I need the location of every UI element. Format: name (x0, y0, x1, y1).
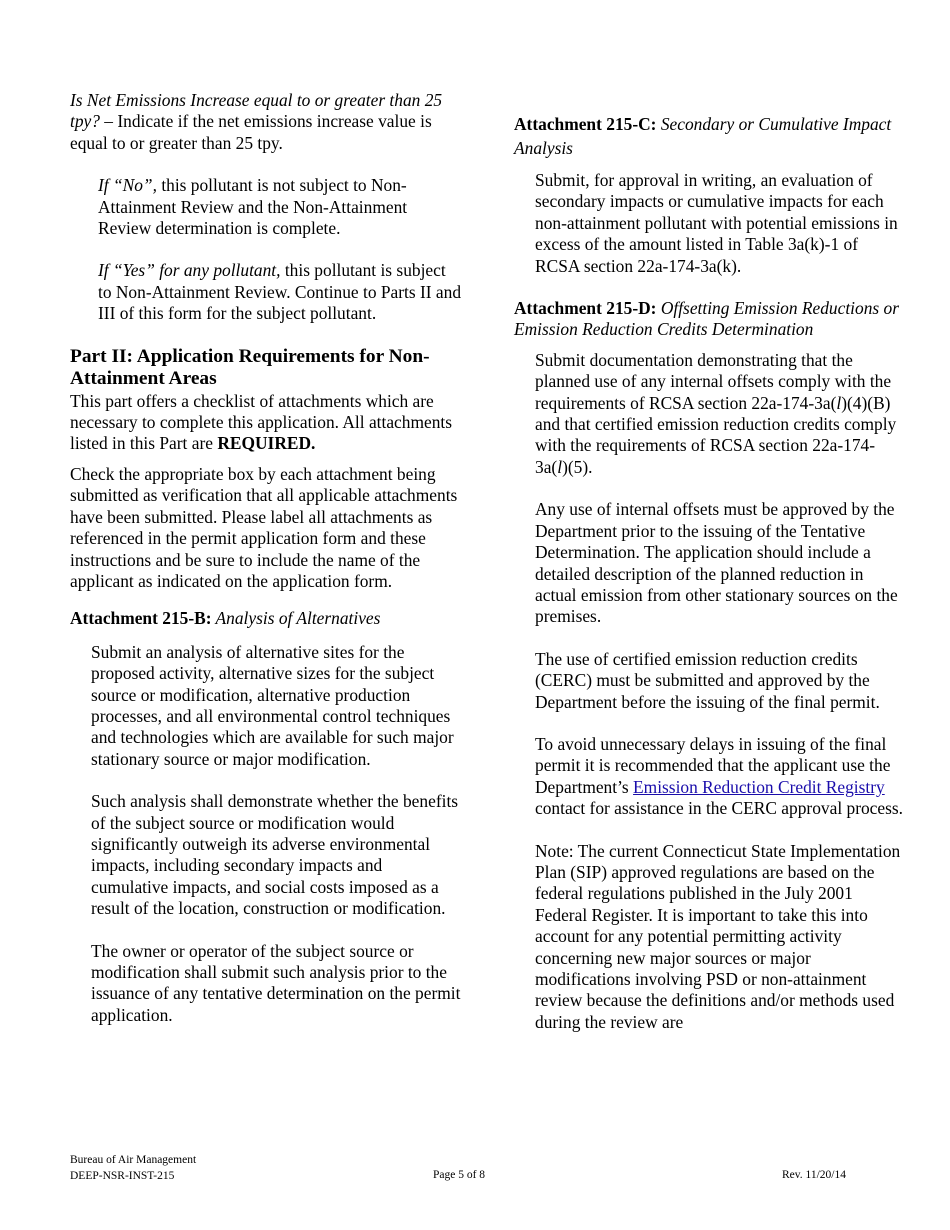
attachment-215d-p1-a: Submit documentation demonstrating that the planned use of any internal offsets comply with the requirements of RCSA section 22a-174-3a( (535, 349, 892, 413)
part2-intro-text: This part offers a checklist of attachments which are necessary to complete this application. All attachments listed in this Part are (70, 390, 452, 454)
left-column (70, 90, 462, 1026)
footer-left (70, 1153, 196, 1184)
part2-intro (70, 391, 462, 455)
attachment-215b-p3: The owner or operator of the subject source or modification shall submit such analysis prior to the issuance of any tentative determination on the permit application. (91, 940, 461, 1025)
net-emissions-question (70, 90, 462, 154)
footer-page-number: Page 5 of 8 (433, 1169, 486, 1181)
if-yes-paragraph (98, 260, 462, 324)
attachment-215b-heading (70, 608, 462, 629)
attachment-215d-label: Attachment 215-D: (514, 298, 657, 319)
attachment-215d-p1-b: )(4)(B) and that certified emission reduction credits comply with the requirements of RCSA section 22a-174-3a( (535, 392, 897, 477)
attachment-215d-p1-c: )(5). (562, 456, 593, 477)
if-no-lead: If “No”, (98, 175, 157, 196)
footer-form-id: DEEP-NSR-INST-215 (70, 1169, 175, 1182)
attachment-215c-p1: Submit, for approval in writing, an evaluation of secondary impacts or cumulative impacts for each non-attainment pollutant with potential emissions in excess of the amount listed in Table 3a(k)-1 of RCSA section 22a-174-3a(k). (535, 170, 898, 276)
sip-note: Note: The current Connecticut State Implementation Plan (SIP) approved regulations are based on the federal regulations published in the July 2001 Federal Register. It is important to take this into account for any potential permitting activity concerning new major sources or major modifications involving PSD or non-attainment review because the definitions and/or methods used during the review are (535, 840, 901, 1032)
attachment-215d-p4-b: contact for assistance in the CERC approval process. (535, 798, 903, 819)
footer-bureau: Bureau of Air Management (70, 1154, 197, 1166)
attachment-215d-p4-a: To avoid unnecessary delays in issuing of the final permit it is recommended that the applicant use the Department’s (535, 733, 891, 797)
net-emissions-question-text: – Indicate if the net emissions increase value is equal to or greater than 25 tpy. (70, 111, 432, 153)
attachment-215d-p3: The use of certified emission reduction credits (CERC) must be submitted and approved by the Department before the issuing of the final permit. (535, 648, 880, 712)
footer-revision: Rev. 11/20/14 (782, 1169, 846, 1181)
attachment-215b-title: Analysis of Alternatives (211, 608, 381, 629)
attachment-215d-p1-l1: l (836, 392, 842, 413)
erc-registry-link[interactable]: Emission Reduction Credit Registry (633, 776, 885, 797)
attachment-215c-heading (514, 112, 906, 160)
attachment-215b-label: Attachment 215-B: (70, 608, 212, 629)
attachment-215c-title: Secondary or Cumulative Impact Analysis (514, 114, 892, 158)
attachment-215d-title: Offsetting Emission Reductions or Emission Reduction Credits Determination (514, 298, 899, 340)
attachment-215d-p1-l2: l (557, 456, 563, 477)
right-column (514, 112, 906, 1033)
required-label: REQUIRED. (217, 433, 316, 454)
attachment-215d-p4 (535, 734, 906, 820)
attachment-215c-label: Attachment 215-C: (514, 114, 657, 134)
if-yes-lead: If “Yes” for any pollutant, (98, 260, 281, 281)
attachment-215d-p1 (535, 350, 906, 478)
if-yes-text: this pollutant is subject to Non-Attainment Review. Continue to Parts II and III of this form for the subject pollutant. (98, 260, 462, 324)
checklist-instructions: Check the appropriate box by each attachment being submitted as verification that all applicable attachments have been submitted. Please label all attachments as referenced in the permit application form and these instructions and be sure to include the name of the applicant as indicated on the application form. (70, 463, 458, 591)
attachment-215d-p2: Any use of internal offsets must be approved by the Department prior to the issuing of the Tentative Determination. The application should include a detailed description of the planned reduction in actual emission from other stationary sources on the premises. (535, 499, 898, 627)
attachment-215b-p1: Submit an analysis of alternative sites for the proposed activity, alternative sizes for the subject source or modification, alternative production processes, and all environmental control techniques and technologies which are available for such major stationary source or major modification. (91, 641, 454, 769)
attachment-215b-p2: Such analysis shall demonstrate whether the benefits of the subject source or modification would significantly outweigh its adverse environmental impacts, including secondary impacts and cumulative impacts, and social costs imposed as a result of the location, construction or modification. (91, 791, 459, 919)
if-no-text: this pollutant is not subject to Non-Attainment Review and the Non-Attainment Review determination is complete. (98, 175, 408, 239)
net-emissions-question-lead: Is Net Emissions Increase equal to or greater than 25 tpy? (70, 90, 443, 132)
if-no-paragraph (98, 175, 462, 239)
part2-heading: Part II: Application Requirements for Non-Attainment Areas (70, 345, 430, 390)
attachment-215d-heading (514, 298, 906, 341)
